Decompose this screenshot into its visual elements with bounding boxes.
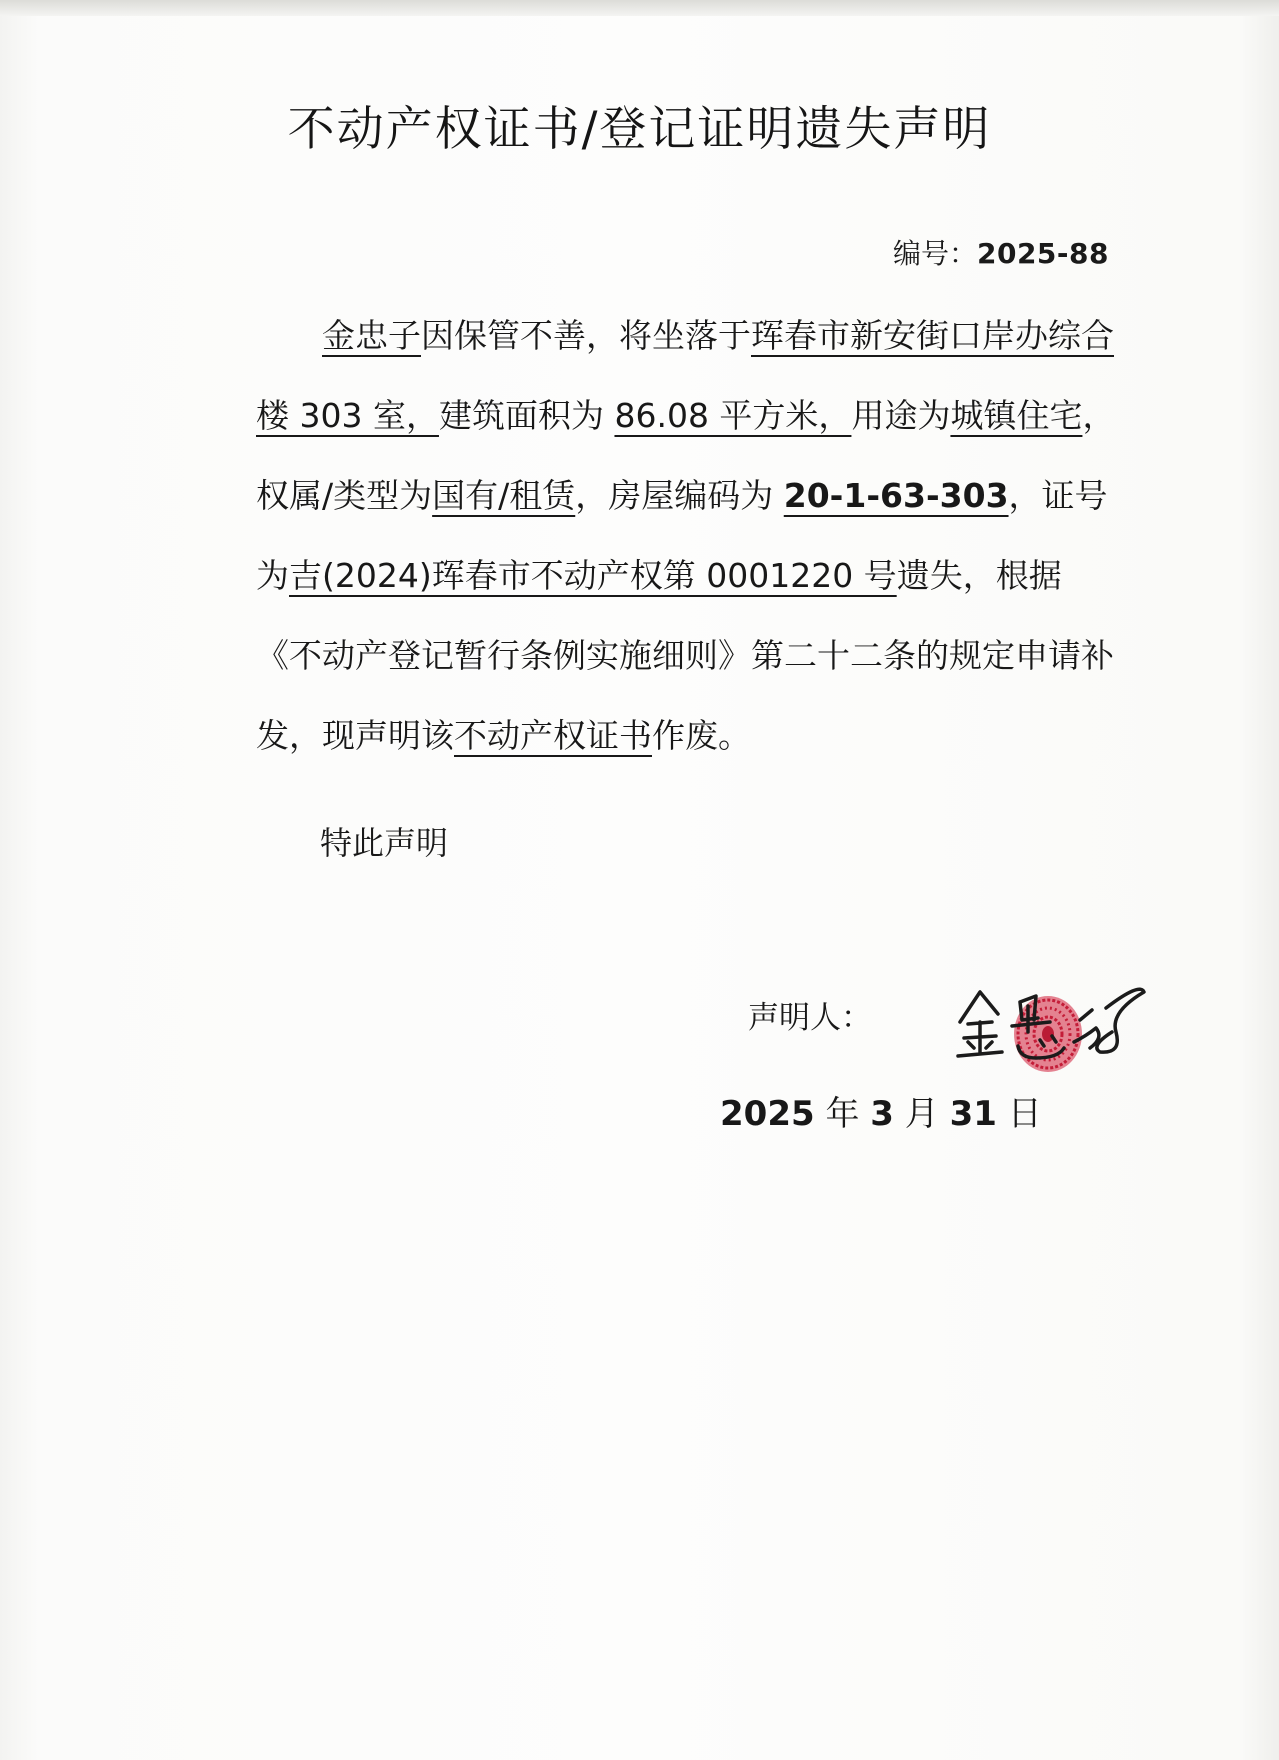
body-text-6: ，证号为 <box>256 476 1108 595</box>
owner-name: 金忠子 <box>322 316 421 355</box>
body-text-5: ，房屋编码为 <box>575 476 784 515</box>
signature-with-fingerprint <box>940 962 1160 1082</box>
statement-body <box>256 296 1120 776</box>
body-text-4: ，权属/类型为 <box>256 396 1116 515</box>
property-address: 珲春市新安街口岸办综合楼 303 室， <box>256 316 1114 435</box>
voided-item: 不动产权证书 <box>454 716 652 755</box>
date-day: 31 <box>949 1094 997 1134</box>
date-year: 2025 <box>720 1094 815 1134</box>
document-number <box>893 232 1109 272</box>
date-month: 3 <box>870 1094 894 1134</box>
document-number-label: 编号： <box>892 237 977 270</box>
property-usage: 城镇住宅 <box>950 396 1083 435</box>
fingerprint-seal <box>1014 996 1082 1072</box>
ownership-type: 国有/租赁 <box>432 476 576 515</box>
scan-edge <box>0 0 1279 16</box>
body-text-3: 用途为 <box>851 396 951 435</box>
body-text-2: 建筑面积为 <box>438 396 615 435</box>
document-title: 不动产权证书/登记证明遗失声明 <box>287 102 992 157</box>
house-code: 20-1-63-303 <box>783 476 1009 515</box>
body-text-8: 作废。 <box>652 716 751 755</box>
closing-phrase: 特此声明 <box>320 824 449 862</box>
declaration-date <box>720 1086 1042 1135</box>
date-day-unit: 日 <box>996 1094 1042 1134</box>
declarant-label: 声明人： <box>748 1000 872 1036</box>
date-month-unit: 月 <box>893 1094 950 1134</box>
date-year-unit: 年 <box>814 1094 871 1134</box>
certificate-number: 吉(2024)珲春市不动产权第 0001220 号 <box>289 556 897 595</box>
body-text-1: 因保管不善，将坐落于 <box>421 316 751 355</box>
building-area: 86.08 平方米， <box>614 396 852 435</box>
body-text-7: 遗失，根据《不动产登记暂行条例实施细则》第二十二条的规定申请补发，现声明该 <box>256 556 1114 755</box>
document-number-value: 2025-88 <box>976 237 1109 270</box>
statement-paragraph <box>256 296 1120 776</box>
